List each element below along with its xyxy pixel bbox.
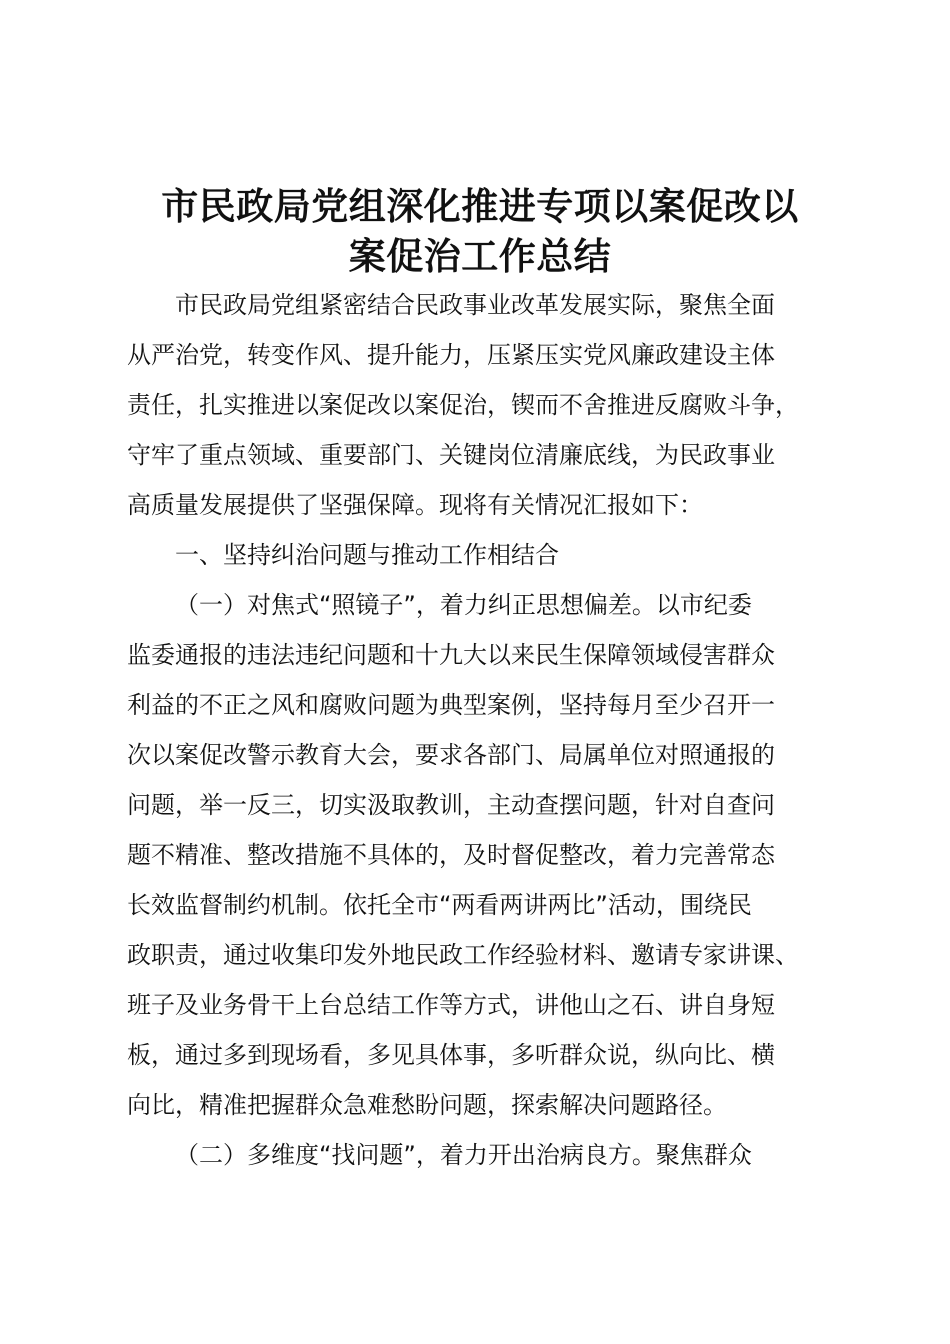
document-title-line-1: 市民政局党组深化推进专项以案促改以 (161, 185, 799, 228)
subsection-line: （一）对焦式“照镜子”，着力纠正思想偏差。以市纪委 (175, 591, 752, 619)
body-line: 利益的不正之风和腐败问题为典型案例，坚持每月至少召开一 (127, 691, 775, 719)
body-line: 政职责，通过收集印发外地民政工作经验材料、邀请专家讲课、 (127, 941, 799, 969)
body-line: 次以案促改警示教育大会，要求各部门、局属单位对照通报的 (127, 741, 775, 769)
body-line: 市民政局党组紧密结合民政事业改革发展实际，聚焦全面 (175, 291, 775, 319)
body-line: 长效监督制约机制。依托全市“两看两讲两比”活动，围绕民 (127, 891, 752, 919)
body-line: 向比，精准把握群众急难愁盼问题，探索解决问题路径。 (127, 1091, 727, 1119)
subsection-line: （二）多维度“找问题”，着力开出治病良方。聚焦群众 (175, 1141, 752, 1169)
body-line: 从严治党，转变作风、提升能力，压紧压实党风廉政建设主体 (127, 341, 775, 369)
body-line: 问题，举一反三，切实汲取教训，主动查摆问题，针对自查问 (127, 791, 775, 819)
body-line: 班子及业务骨干上台总结工作等方式，讲他山之石、讲自身短 (127, 991, 775, 1019)
body-line: 责任，扎实推进以案促改以案促治，锲而不舍推进反腐败斗争， (127, 391, 799, 419)
document-title-line-2: 案促治工作总结 (348, 235, 612, 278)
section-heading: 一、坚持纠治问题与推动工作相结合 (175, 541, 559, 569)
body-line: 板，通过多到现场看，多见具体事，多听群众说，纵向比、横 (127, 1041, 775, 1069)
body-line: 题不精准、整改措施不具体的，及时督促整改，着力完善常态 (127, 841, 775, 869)
body-line: 守牢了重点领域、重要部门、关键岗位清廉底线，为民政事业 (127, 441, 775, 469)
body-line: 监委通报的违法违纪问题和十九大以来民生保障领域侵害群众 (127, 641, 775, 669)
body-line: 高质量发展提供了坚强保障。现将有关情况汇报如下： (127, 491, 703, 519)
